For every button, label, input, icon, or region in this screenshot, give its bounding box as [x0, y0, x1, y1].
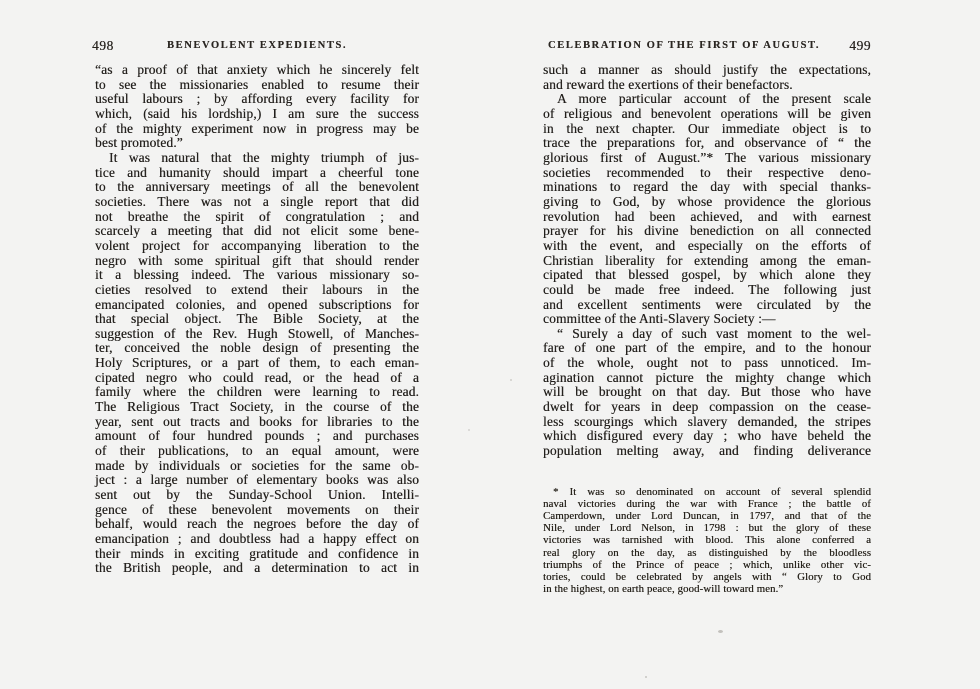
text-line: glorious first of August.”* The various missionary — [543, 149, 871, 165]
text-line: tice and humanity should impart a cheerful tone — [95, 164, 419, 180]
text-line: prayer for his divine benediction on all connected — [543, 223, 871, 239]
text-line: revolution had been achieved, and with earnest — [543, 208, 871, 224]
text-line: in the highest, on earth peace, good-will toward men.” — [543, 582, 784, 595]
text-line: The Religious Tract Society, in the course of the — [95, 399, 419, 415]
text-line: will be brought on that day. But those who have — [543, 384, 871, 400]
text-line: volent project for accompanying liberation to the — [95, 237, 419, 253]
text-line: gence of these benevolent movements on their — [95, 501, 419, 517]
left-page — [92, 38, 419, 576]
text-line: victories was tarnished with blood. This alone conferred a — [543, 534, 871, 547]
text-line: societies. There was not a single report that did — [95, 193, 419, 209]
text-line: best promoted.” — [95, 135, 183, 151]
paragraph — [543, 92, 871, 327]
footnote — [543, 486, 871, 595]
text-line: to the anniversary meetings of all the benevolent — [95, 179, 419, 195]
text-line: ject : a large number of elementary books was also — [95, 472, 419, 488]
text-line: could be made free indeed. The following just — [543, 281, 871, 297]
scan-speck — [645, 676, 647, 678]
text-line: the British people, and a determination to act in — [95, 560, 419, 576]
text-line: It was natural that the mighty triumph of jus- — [109, 149, 419, 165]
text-line: of religious and benevolent operations will be given — [543, 105, 871, 121]
text-line: Camperdown, under Lord Duncan, in 1797, and that of the — [543, 510, 871, 523]
text-line: year, sent out tracts and books for libraries to the — [95, 413, 419, 429]
text-line: cipated negro who could read, or the head of a — [95, 369, 419, 385]
text-line: real glory on the day, as distinguished by the bloodless — [543, 546, 871, 559]
text-line: in the next chapter. Our immediate object is to — [543, 120, 871, 136]
left-page-header — [92, 38, 419, 55]
text-line: their minds in exciting gratitude and confidence in — [95, 545, 419, 561]
text-line: sent out by the Sunday-School Union. Intelli- — [95, 487, 419, 503]
text-line: committee of the Anti-Slavery Society :— — [543, 311, 776, 327]
text-line: “ Surely a day of such vast moment to the wel- — [557, 325, 871, 341]
text-line: agination cannot picture the mighty change which — [543, 369, 871, 385]
text-line: emancipation ; and doubtless had a happy effect on — [95, 531, 419, 546]
text-line: which, (said his lordship,) I am sure the success — [95, 105, 419, 121]
text-line: “as a proof of that anxiety which he sincerely felt — [95, 62, 419, 77]
text-line: naval victories during the war with France ; the battle of — [543, 497, 871, 510]
text-line: behalf, would reach the negroes before the day of — [95, 516, 419, 532]
scan-speck — [510, 379, 512, 381]
text-line: ter, conceived the noble design of presenting the — [95, 340, 419, 356]
right-page-body-text — [543, 63, 871, 459]
text-line: with the event, and especially on the efforts of — [543, 237, 871, 253]
text-line: negro with some spiritual gift that should render — [95, 252, 419, 268]
running-title-left: BENEVOLENT EXPEDIENTS. — [166, 40, 348, 51]
running-title-right: CELEBRATION OF THE FIRST OF AUGUST. — [547, 40, 821, 51]
text-line: not breathe the spirit of congratulation ; and — [95, 208, 419, 224]
text-line: scarcely a meeting that did not elicit some bene- — [95, 223, 419, 239]
text-line: family where the children were learning to read. — [95, 384, 419, 400]
text-line: of the whole, ought not to pass unnoticed. Im- — [543, 355, 871, 371]
text-line: to see the missionaries enabled to resume their — [95, 76, 419, 92]
text-line: cieties resolved to extend their labours in the — [95, 281, 419, 297]
text-line: such a manner as should justify the expectations, — [543, 62, 871, 77]
text-line: trace the preparations for, and observance of “ the — [543, 135, 871, 151]
text-line: cipated that blessed gospel, by which alone they — [543, 267, 871, 283]
scan-speck — [468, 429, 470, 431]
text-line: Christian liberality for extending among the eman- — [543, 252, 871, 268]
page-number-left: 498 — [92, 38, 114, 53]
text-line: useful labours ; by affording every facility for — [95, 91, 419, 107]
text-line: societies recommended to their respective deno- — [543, 164, 871, 180]
text-line: Holy Scriptures, or a part of them, to each eman- — [95, 355, 419, 371]
paragraph — [543, 63, 871, 92]
left-page-body-text — [95, 63, 419, 576]
text-line: tories, could be celebrated by angels with “ Glory to God — [543, 570, 871, 583]
text-line: which disfigured every day ; who have beheld the — [543, 428, 871, 444]
right-page — [543, 40, 871, 595]
text-line: and excellent sentiments were circulated by the — [543, 296, 871, 312]
text-line: suggestion of the Rev. Hugh Stowell, of Manches- — [95, 325, 419, 341]
text-line: made by individuals or societies for the same ob- — [95, 457, 419, 473]
text-line: it a blessing indeed. The various missionary so- — [95, 267, 419, 283]
text-line: * It was so denominated on account of several splendid — [553, 485, 871, 498]
text-line: Nile, under Lord Nelson, in 1798 : but the glory of these — [543, 522, 871, 535]
paragraph — [543, 327, 871, 459]
text-line: and reward the exertions of their benefactors. — [543, 76, 793, 92]
text-line: less scourgings which slavery demanded, the stripes — [543, 413, 871, 429]
paragraph — [95, 63, 419, 151]
text-line: of their publications, to an equal amount, were — [95, 443, 419, 459]
page-number-right: 499 — [849, 38, 871, 53]
paragraph — [543, 486, 871, 595]
text-line: triumphs of the Prince of peace ; which, unlike other vic- — [543, 558, 871, 571]
text-line: minations to regard the day with special thanks- — [543, 179, 871, 195]
text-line: emancipated colonies, and opened subscriptions for — [95, 296, 419, 312]
right-page-header — [543, 40, 871, 55]
text-line: dwelt for years in deep compassion on the cease- — [543, 399, 871, 415]
text-line: giving to God, by whose providence the glorious — [543, 193, 871, 209]
scan-speck — [718, 630, 723, 633]
text-line: population melting away, and finding deliverance — [543, 443, 871, 459]
text-line: amount of four hundred pounds ; and purchases — [95, 428, 419, 444]
text-line: of the mighty experiment now in progress may be — [95, 120, 419, 136]
text-line: that special object. The Bible Society, at the — [95, 311, 419, 327]
text-line: fare of one part of the empire, and to the honour — [543, 340, 871, 356]
paragraph — [95, 151, 419, 576]
text-line: A more particular account of the present scale — [557, 91, 871, 107]
